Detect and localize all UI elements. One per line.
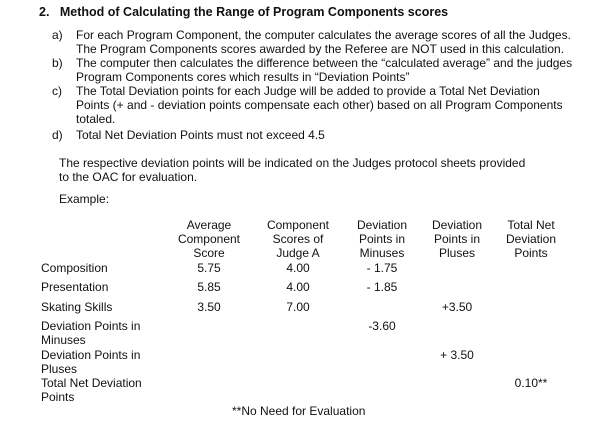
table-cell: 5.85: [197, 280, 221, 294]
row-label: [41, 319, 161, 347]
row-label-line: Minuses: [41, 333, 86, 347]
header-line: Scores of: [272, 232, 324, 246]
item-line: Total Net Deviation Points must not exceed 4.5: [76, 128, 325, 142]
header-line: Component: [266, 218, 330, 232]
header-line: Minuses: [359, 246, 405, 260]
header-line: Deviation: [431, 218, 483, 232]
item-letter: a): [52, 28, 63, 42]
row-label-line: Pluses: [41, 362, 78, 376]
example-table: [0, 218, 600, 408]
table-cell: 3.50: [197, 300, 221, 314]
header-deviation-minuses: [350, 218, 414, 260]
item-line: Points (+ and - deviation points compensate each other) based on all Program Components: [76, 98, 563, 112]
note-line: The respective deviation points will be indicated on the Judges protocol sheets provided: [59, 156, 526, 170]
item-letter: b): [52, 56, 63, 70]
header-line: Judge A: [276, 246, 320, 260]
table-cell: 5.75: [197, 261, 221, 275]
item-line: The Program Components scores awarded by the Referee are NOT used in this calculation.: [76, 42, 565, 56]
item-text: [76, 84, 586, 126]
row-label: Skating Skills: [41, 300, 113, 314]
table-cell: 7.00: [286, 300, 310, 314]
header-component-scores-judge: [262, 218, 334, 260]
table-cell: + 3.50: [440, 348, 474, 362]
section-number: 2.: [39, 5, 50, 19]
item-text: [76, 28, 586, 56]
header-line: Points: [514, 246, 548, 260]
item-text: [76, 128, 586, 142]
row-label: [41, 376, 161, 404]
example-label: Example:: [59, 192, 110, 206]
row-label: Presentation: [41, 280, 109, 294]
note-paragraph: [59, 156, 559, 184]
row-label: [41, 348, 161, 376]
header-deviation-pluses: [424, 218, 490, 260]
item-line: Program Components cores which results in “Deviation Points”: [76, 70, 410, 84]
header-line: Points in: [358, 232, 406, 246]
item-letter: d): [52, 128, 63, 142]
section-title: Method of Calculating the Range of Program Components scores: [59, 5, 449, 19]
header-line: Points in: [433, 232, 481, 246]
header-line: Total Net: [507, 218, 555, 232]
items-list: [0, 28, 600, 148]
item-text: [76, 56, 586, 84]
item-line: totaled.: [76, 112, 116, 126]
item-letter: c): [52, 84, 62, 98]
item-line: The computer then calculates the difference between the “calculated average” and the judges: [76, 56, 573, 70]
section-heading: [39, 5, 448, 19]
header-total-net-deviation: [498, 218, 564, 260]
table-cell: -3.60: [368, 319, 396, 333]
row-label-line: Deviation Points in: [41, 319, 141, 333]
table-cell: - 1.85: [366, 280, 398, 294]
header-line: Pluses: [438, 246, 476, 260]
header-line: Deviation: [356, 218, 408, 232]
note-line: to the OAC for evaluation.: [59, 170, 198, 184]
header-average-component-score: [174, 218, 244, 260]
item-line: The Total Deviation points for each Judge will be added to provide a Total Net Deviation: [76, 84, 540, 98]
footnote: **No Need for Evaluation: [232, 404, 366, 418]
item-line: For each Program Component, the computer calculates the average scores of all the Judges.: [76, 28, 571, 42]
row-label-line: Total Net Deviation: [41, 376, 142, 390]
header-line: Deviation: [505, 232, 557, 246]
header-line: Component: [177, 232, 241, 246]
table-cell: 0.10**: [514, 376, 548, 390]
table-cell: 4.00: [286, 261, 310, 275]
row-label: Composition: [41, 261, 108, 275]
table-cell: 4.00: [286, 280, 310, 294]
header-line: Average: [186, 218, 232, 232]
header-line: Score: [193, 246, 225, 260]
table-cell: +3.50: [441, 300, 473, 314]
table-cell: - 1.75: [366, 261, 398, 275]
row-label-line: Points: [41, 390, 75, 404]
row-label-line: Deviation Points in: [41, 348, 141, 362]
